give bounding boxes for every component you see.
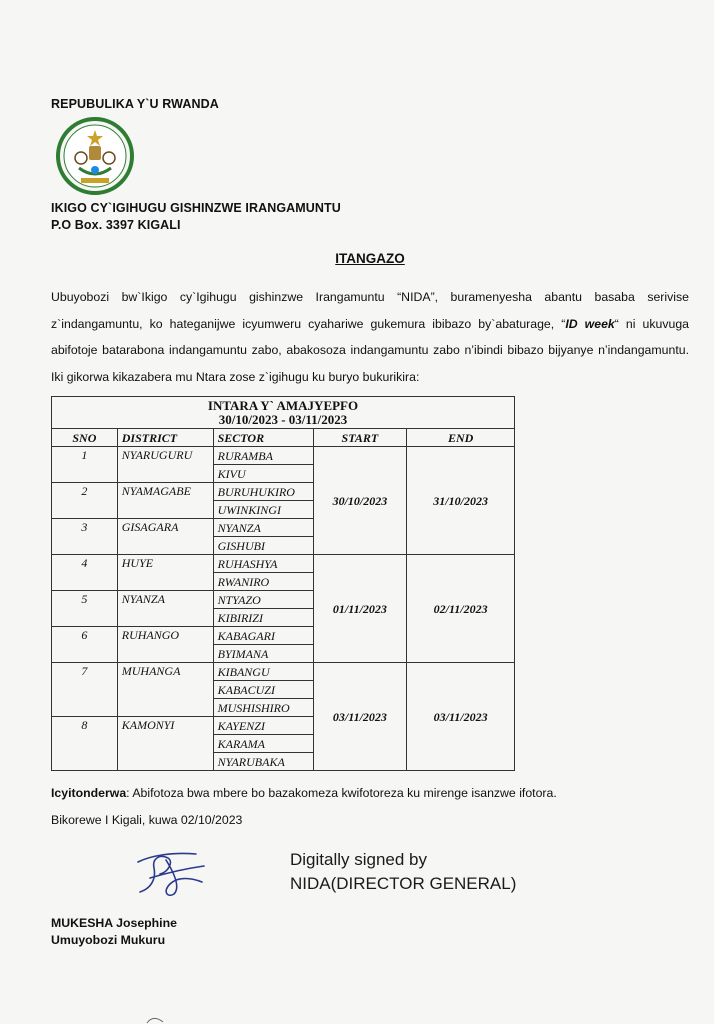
sector-cell: KIBIRIZI [213, 609, 313, 627]
start-date-cell: 03/11/2023 [313, 663, 407, 771]
sno-cell: 6 [52, 627, 118, 663]
intro-paragraph [51, 284, 689, 390]
end-date-cell: 03/11/2023 [407, 663, 515, 771]
intro-text-1: Ubuyobozi bw`Ikigo cy`Igihugu gishinzwe Irangamuntu “NIDA”, buramenyesha abantu basaba serivise z`indangamuntu, ko hateganijwe icyumweru cyahariwe gukemura ibibazo by`abaturage, “ [51, 290, 689, 331]
republic-heading: REPUBULIKA Y`U RWANDA [51, 97, 219, 111]
note [51, 786, 557, 800]
sector-cell: NYANZA [213, 519, 313, 537]
coat-of-arms-icon [51, 116, 139, 196]
district-cell: NYAMAGABE [117, 483, 213, 519]
period: 30/10/2023 - 03/11/2023 [218, 412, 348, 427]
document-title: ITANGAZO [335, 251, 405, 266]
sector-cell: NTYAZO [213, 591, 313, 609]
sno-cell: 2 [52, 483, 118, 519]
sno-cell: 8 [52, 717, 118, 771]
sector-cell: KABACUZI [213, 681, 313, 699]
sector-cell: KIVU [213, 465, 313, 483]
header-row [52, 429, 515, 447]
district-cell: NYARUGURU [117, 447, 213, 483]
district-cell: RUHANGO [117, 627, 213, 663]
footer-mark-icon [145, 1016, 165, 1024]
place-date: Bikorewe I Kigali, kuwa 02/10/2023 [51, 813, 243, 827]
end-header: END [407, 429, 515, 447]
end-date-cell: 02/11/2023 [407, 555, 515, 663]
table-row [52, 663, 515, 681]
table-row [52, 447, 515, 465]
district-header: DISTRICT [117, 429, 213, 447]
start-date-cell: 30/10/2023 [313, 447, 407, 555]
table-row [52, 555, 515, 573]
sector-cell: MUSHISHIRO [213, 699, 313, 717]
sector-cell: KABAGARI [213, 627, 313, 645]
sector-header: SECTOR [213, 429, 313, 447]
digital-signature-line-2: NIDA(DIRECTOR GENERAL) [290, 874, 517, 893]
sector-cell: RURAMBA [213, 447, 313, 465]
sector-cell: BYIMANA [213, 645, 313, 663]
sno-cell: 4 [52, 555, 118, 591]
signer-name: MUKESHA Josephine [51, 916, 177, 930]
note-text: : Abifotoza bwa mbere bo bazakomeza kwifotoreza ku mirenge isanzwe ifotora. [126, 786, 557, 800]
note-label: Icyitonderwa [51, 786, 127, 800]
schedule-table [51, 396, 515, 771]
digital-signature-line-1: Digitally signed by [290, 850, 428, 869]
province-name: INTARA Y` AMAJYEPFO [207, 398, 359, 413]
start-header: START [313, 429, 407, 447]
sector-cell: NYARUBAKA [213, 753, 313, 771]
district-cell: KAMONYI [117, 717, 213, 771]
sector-cell: RUHASHYA [213, 555, 313, 573]
district-cell: MUHANGA [117, 663, 213, 717]
sno-header: SNO [52, 429, 118, 447]
sno-cell: 7 [52, 663, 118, 717]
sector-cell: RWANIRO [213, 573, 313, 591]
table-title [52, 397, 515, 429]
sector-cell: KIBANGU [213, 663, 313, 681]
end-date-cell: 31/10/2023 [407, 447, 515, 555]
signer-title: Umuyobozi Mukuru [51, 933, 166, 947]
district-cell: NYANZA [117, 591, 213, 627]
district-cell: GISAGARA [117, 519, 213, 555]
po-box: P.O Box. 3397 KIGALI [51, 218, 181, 232]
institution-name: IKIGO CY`IGIHUGU GISHINZWE IRANGAMUNTU [51, 201, 341, 215]
intro-emphasis: ID week [565, 316, 615, 331]
sector-cell: KARAMA [213, 735, 313, 753]
sno-cell: 1 [52, 447, 118, 483]
sno-cell: 5 [52, 591, 118, 627]
sector-cell: GISHUBI [213, 537, 313, 555]
intro-text-2: “ ni ukuvuga abifotoje batarabona indangamuntu zabo, abakosoza indangamuntu zabo n’ibindi bibazo bijyanye n’indangamuntu. Iki gikorwa kikazabera mu Ntara zose z`igihugu ku buryo bukurikira: [51, 316, 689, 384]
start-date-cell: 01/11/2023 [313, 555, 407, 663]
sector-cell: BURUHUKIRO [213, 483, 313, 501]
sector-cell: UWINKINGI [213, 501, 313, 519]
sno-cell: 3 [52, 519, 118, 555]
district-cell: HUYE [117, 555, 213, 591]
sector-cell: KAYENZI [213, 717, 313, 735]
handwritten-signature [130, 848, 212, 900]
